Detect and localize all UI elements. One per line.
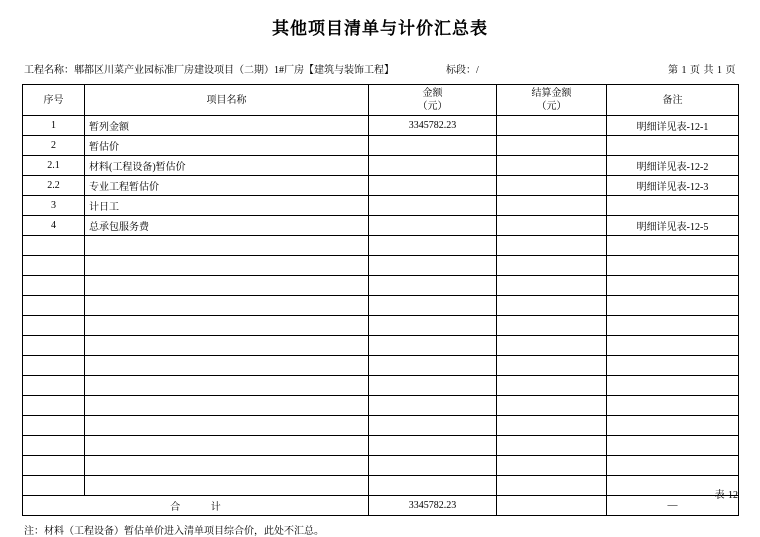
cell-settlement [497,176,607,196]
cell-amount [369,356,497,376]
cell-item-name [85,376,369,396]
cell-amount [369,196,497,216]
table-row [23,356,739,376]
total-remark: — [607,496,739,516]
cell-item-name [85,296,369,316]
cell-settlement [497,156,607,176]
cell-no: 2.1 [23,156,85,176]
table-total-row [23,496,739,516]
cell-item-name [85,316,369,336]
table-row [23,216,739,236]
cell-no [23,256,85,276]
table-row [23,476,739,496]
cell-remark [607,276,739,296]
table-row [23,196,739,216]
cell-no [23,316,85,336]
cell-settlement [497,216,607,236]
cell-amount [369,316,497,336]
cell-amount [369,416,497,436]
section-value: / [476,65,479,76]
table-body [23,116,739,496]
cell-remark [607,396,739,416]
project-name-field [24,61,394,76]
cell-settlement [497,336,607,356]
column-header-settlement-line2: （元） [536,101,567,112]
cell-item-name [85,416,369,436]
cell-no: 1 [23,116,85,136]
cell-amount [369,136,497,156]
table-row [23,316,739,336]
other-items-summary-table [22,84,739,516]
cell-amount [369,336,497,356]
form-code: 表-12 [714,490,738,501]
column-header-remark: 备注 [607,85,739,116]
cell-amount [369,396,497,416]
table-row [23,256,739,276]
column-header-amount [369,85,497,116]
table-note: 注：材料（工程设备）暂估单价进入清单项目综合价，此处不汇总。 [24,526,324,537]
cell-no [23,476,85,496]
cell-settlement [497,416,607,436]
cell-amount [369,256,497,276]
section-label: 标段： [446,65,476,76]
cell-no [23,336,85,356]
cell-amount [369,216,497,236]
cell-item-name: 材料(工程设备)暂估价 [85,156,369,176]
cell-amount [369,156,497,176]
cell-remark [607,456,739,476]
cell-amount [369,176,497,196]
cell-remark [607,256,739,276]
cell-remark [607,356,739,376]
section-field [446,61,479,76]
cell-no [23,376,85,396]
cell-item-name: 计日工 [85,196,369,216]
total-label: 合 计 [23,496,369,516]
cell-remark: 明细详见表-12-3 [607,176,739,196]
project-name-value: 郫都区川菜产业园标准厂房建设项目（二期）1#厂房【建筑与装饰工程】 [74,65,394,76]
cell-item-name [85,456,369,476]
cell-amount [369,436,497,456]
cell-amount: 3345782.23 [369,116,497,136]
cell-settlement [497,436,607,456]
table-row [23,176,739,196]
cell-no: 3 [23,196,85,216]
page-title: 其他项目清单与计价汇总表 [272,19,488,38]
table-row [23,336,739,356]
cell-no [23,396,85,416]
document-page [0,14,760,537]
table-row [23,296,739,316]
cell-amount [369,296,497,316]
cell-no [23,236,85,256]
cell-item-name [85,336,369,356]
cell-item-name: 暂列金额 [85,116,369,136]
cell-remark [607,436,739,456]
document-meta [22,61,738,76]
cell-settlement [497,236,607,256]
column-header-settlement-line1: 结算金额 [531,88,572,99]
cell-settlement [497,276,607,296]
column-header-settlement [497,85,607,116]
cell-no [23,356,85,376]
table-row [23,116,739,136]
cell-settlement [497,116,607,136]
cell-settlement [497,316,607,336]
cell-remark [607,196,739,216]
total-settlement [497,496,607,516]
cell-no [23,276,85,296]
table-row [23,136,739,156]
cell-no [23,416,85,436]
cell-item-name: 暂估价 [85,136,369,156]
cell-item-name [85,276,369,296]
cell-amount [369,456,497,476]
table-row [23,376,739,396]
cell-settlement [497,476,607,496]
cell-item-name [85,256,369,276]
cell-no [23,456,85,476]
cell-amount [369,476,497,496]
cell-amount [369,276,497,296]
cell-item-name: 专业工程暂估价 [85,176,369,196]
column-header-no: 序号 [23,85,85,116]
cell-settlement [497,296,607,316]
cell-remark [607,416,739,436]
cell-remark: 明细详见表-12-2 [607,156,739,176]
cell-no: 2 [23,136,85,156]
cell-settlement [497,256,607,276]
table-row [23,156,739,176]
cell-item-name [85,436,369,456]
table-header-row [23,85,739,116]
column-header-amount-line1: 金额 [422,88,443,99]
cell-item-name [85,356,369,376]
table-row [23,396,739,416]
project-name-label: 工程名称： [24,65,74,76]
cell-remark: 明细详见表-12-1 [607,116,739,136]
cell-settlement [497,196,607,216]
cell-settlement [497,136,607,156]
cell-remark: 明细详见表-12-5 [607,216,739,236]
cell-settlement [497,396,607,416]
table-row [23,456,739,476]
cell-item-name: 总承包服务费 [85,216,369,236]
table-row [23,416,739,436]
cell-remark [607,236,739,256]
cell-item-name [85,236,369,256]
page-indicator: 第 1 页 共 1 页 [668,65,736,76]
cell-remark [607,136,739,156]
cell-remark [607,376,739,396]
column-header-name: 项目名称 [85,85,369,116]
table-row [23,276,739,296]
cell-no: 4 [23,216,85,236]
cell-no [23,436,85,456]
cell-remark [607,316,739,336]
cell-remark [607,296,739,316]
cell-no [23,296,85,316]
cell-no: 2.2 [23,176,85,196]
cell-item-name [85,476,369,496]
cell-settlement [497,376,607,396]
cell-amount [369,236,497,256]
cell-amount [369,376,497,396]
cell-remark [607,336,739,356]
cell-settlement [497,456,607,476]
table-row [23,436,739,456]
cell-item-name [85,396,369,416]
column-header-amount-line2: （元） [417,101,448,112]
table-row [23,236,739,256]
cell-settlement [497,356,607,376]
total-amount: 3345782.23 [369,496,497,516]
